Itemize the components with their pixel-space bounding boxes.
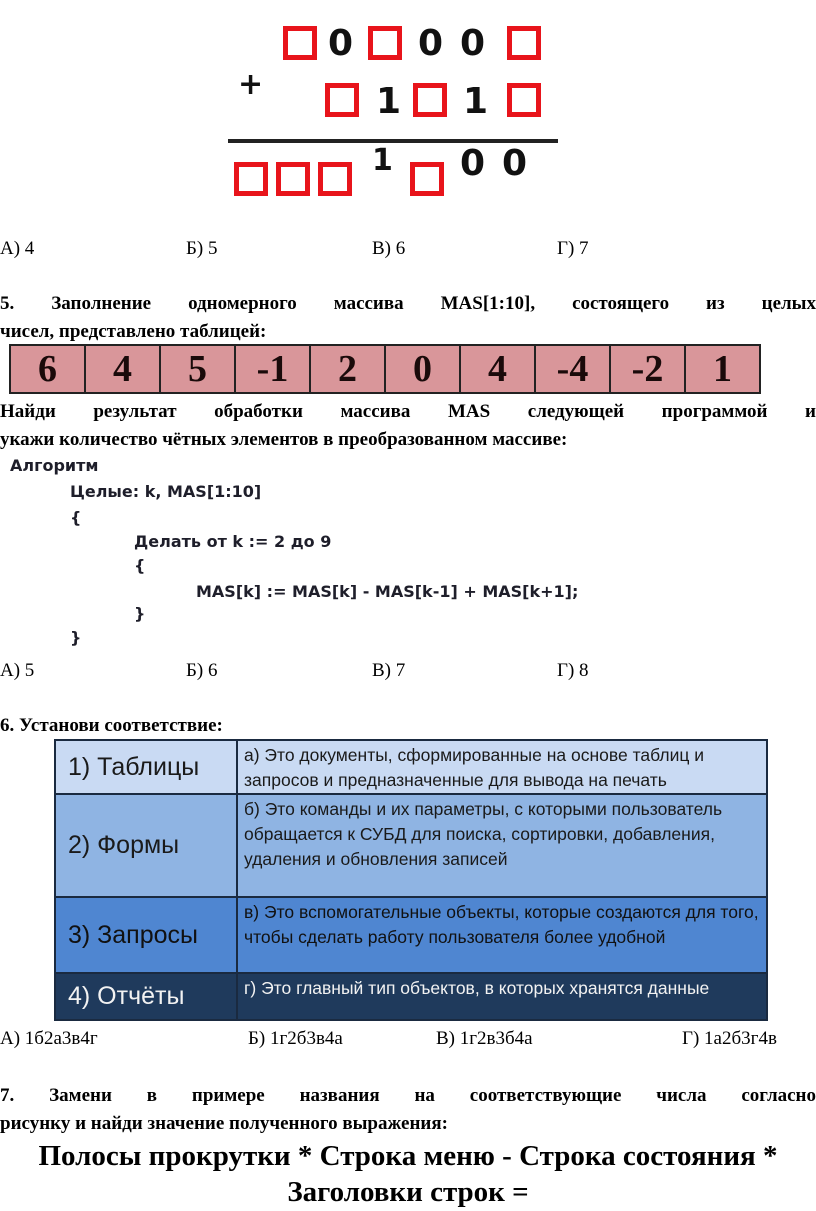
digit: 0	[460, 143, 486, 184]
answer-option: В) 1г2в3б4а	[436, 1028, 533, 1049]
term-cell: 1) Таблицы	[56, 741, 238, 793]
code-line: Делать от k := 2 до 9	[134, 532, 332, 551]
question-line: укажи количество чётных элементов в преобразованном массиве:	[0, 429, 568, 450]
blank-box	[276, 162, 310, 196]
term-cell: 2) Формы	[56, 795, 238, 896]
answer-option: А) 1б2а3в4г	[0, 1028, 98, 1049]
answer-option: Г) 7	[557, 238, 589, 259]
blank-box	[413, 83, 447, 117]
code-line: MAS[k] := MAS[k] - MAS[k-1] + MAS[k+1];	[196, 582, 579, 601]
blank-box	[234, 162, 268, 196]
question-5-text	[0, 290, 816, 346]
code-line: }	[134, 604, 146, 623]
array-cell: 6	[38, 348, 57, 390]
array-cell: 4	[84, 346, 159, 392]
answer-option: А) 5	[0, 660, 35, 681]
definition-cell: а) Это документы, сформированные на основе таблиц и запросов и предназначенные для вывода на печать	[244, 745, 704, 790]
code-line: Алгоритм	[10, 456, 99, 475]
table-row	[56, 972, 766, 1019]
array-cell: -2	[609, 346, 684, 392]
definition-cell: в) Это вспомогательные объекты, которые создаются для того, чтобы сделать работу пользователя более удобной	[244, 902, 759, 948]
question-line: Найди результат обработки массива MAS следующей программой и	[0, 401, 816, 422]
blank-box	[507, 83, 541, 117]
definition-cell: б) Это команды и их параметры, с которыми пользователь обращается к СУБД для поиска, сортировки, добавления, удаления и обновления записей	[244, 799, 723, 870]
term-cell: 4) Отчёты	[56, 974, 238, 1019]
question-7-text	[0, 1082, 816, 1138]
blank-box	[318, 162, 352, 196]
blank-box	[507, 26, 541, 60]
definition-cell: г) Это главный тип объектов, в которых хранятся данные	[244, 978, 710, 999]
term-cell: 3) Запросы	[56, 898, 238, 972]
question-line: 7. Замени в примере названия на соответствующие числа согласно	[0, 1085, 816, 1106]
array-cell: 0	[384, 346, 459, 392]
digit: 0	[328, 23, 354, 64]
answer-option: Б) 1г2б3в4а	[248, 1028, 343, 1049]
array-cell: -4	[534, 346, 609, 392]
table-row	[56, 793, 766, 896]
expression-line: Заголовки строк =	[287, 1176, 529, 1208]
blank-box	[410, 162, 444, 196]
array-cell: 4	[459, 346, 534, 392]
answer-option: Б) 5	[186, 238, 218, 259]
digit: 0	[502, 143, 528, 184]
question-line: 5. Заполнение одномерного массива MAS[1:10], состоящего из целых	[0, 293, 816, 314]
code-line: {	[70, 508, 82, 527]
question-line: рисунку и найди значение полученного выражения:	[0, 1113, 448, 1134]
plus-sign: +	[238, 67, 264, 102]
answer-option: В) 7	[372, 660, 406, 681]
array-table	[9, 344, 761, 394]
question-6-title: 6. Установи соответствие:	[0, 715, 223, 736]
array-cell: -1	[234, 346, 309, 392]
code-line: {	[134, 556, 146, 575]
array-cell: 5	[159, 346, 234, 392]
code-line: Целые: k, MAS[1:10]	[70, 482, 262, 501]
answer-option: Г) 8	[557, 660, 589, 681]
expression-line: Полосы прокрутки * Строка меню - Строка состояния *	[38, 1140, 778, 1172]
digit: 1	[376, 81, 402, 122]
table-row	[56, 741, 766, 793]
blank-box	[368, 26, 402, 60]
answer-option: В) 6	[372, 238, 406, 259]
blank-box	[283, 26, 317, 60]
blank-box	[325, 83, 359, 117]
answer-option: А) 4	[0, 238, 35, 259]
digit: 0	[418, 23, 444, 64]
question-line: чисел, представлено таблицей:	[0, 321, 267, 342]
array-cell: 2	[309, 346, 384, 392]
array-cell: 1	[684, 346, 759, 392]
answer-option: Г) 1а2б3г4в	[682, 1028, 777, 1049]
code-line: }	[70, 628, 82, 647]
question-5-task	[0, 398, 816, 454]
digit: 0	[460, 23, 486, 64]
matching-table	[54, 739, 768, 1021]
digit: 1	[372, 143, 393, 178]
answer-option: Б) 6	[186, 660, 218, 681]
table-row	[56, 896, 766, 972]
digit: 1	[463, 81, 489, 122]
